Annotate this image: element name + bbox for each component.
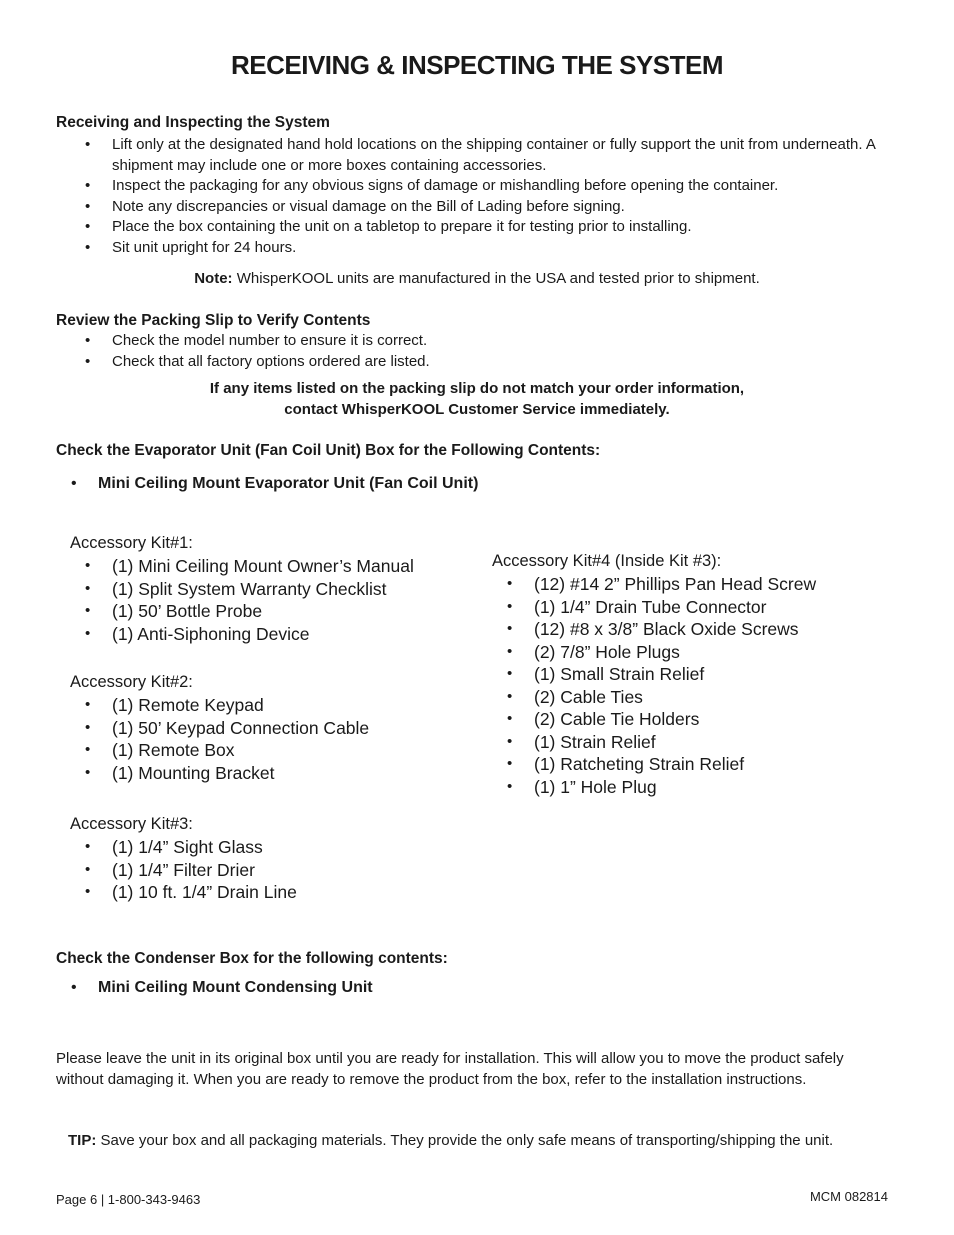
tip-label: TIP: bbox=[68, 1132, 97, 1149]
kit-1-list bbox=[70, 555, 490, 645]
kit-4-list bbox=[492, 573, 932, 798]
footer-doc-code: MCM 082814 bbox=[809, 1189, 888, 1204]
packing-slip-list bbox=[56, 331, 896, 372]
evaporator-main-item: • Mini Ceiling Mount Evaporator Unit (Fan Coil Unit) bbox=[71, 475, 479, 492]
list-item: • (1) 1” Hole Plug bbox=[492, 776, 932, 799]
section-heading: Review the Packing Slip to Verify Contents bbox=[56, 312, 371, 329]
section-heading: Check the Evaporator Unit (Fan Coil Unit) Box for the Following Contents: bbox=[56, 442, 601, 459]
list-item: • Check the model number to ensure it is correct. bbox=[56, 331, 896, 352]
receiving-list bbox=[56, 135, 896, 259]
list-item: • (1) Mounting Bracket bbox=[70, 762, 490, 785]
list-item: • (1) Remote Keypad bbox=[70, 694, 490, 717]
list-item: • Sit unit upright for 24 hours. bbox=[56, 238, 896, 259]
kit-title: Accessory Kit#4 (Inside Kit #3): bbox=[492, 552, 722, 570]
condenser-main-item: • Mini Ceiling Mount Condensing Unit bbox=[71, 979, 373, 996]
list-item: • (1) 1/4” Drain Tube Connector bbox=[492, 596, 932, 619]
list-item: • (1) 1/4” Filter Drier bbox=[70, 859, 490, 882]
kit-title: Accessory Kit#3: bbox=[70, 815, 193, 833]
warning-line: contact WhisperKOOL Customer Service immediately. bbox=[284, 401, 670, 418]
list-item: • (1) Anti-Siphoning Device bbox=[70, 623, 490, 646]
accessory-kit-3 bbox=[70, 815, 490, 904]
warning-line: If any items listed on the packing slip do not match your order information, bbox=[209, 380, 745, 397]
footer-page-info: Page 6 | 1-800-343-9463 bbox=[56, 1192, 201, 1207]
list-item: • (1) Mini Ceiling Mount Owner’s Manual bbox=[70, 555, 490, 578]
list-item: • (1) 50’ Bottle Probe bbox=[70, 600, 490, 623]
tip bbox=[68, 1131, 928, 1152]
list-item: • (2) 7/8” Hole Plugs bbox=[492, 641, 932, 664]
kit-title: Accessory Kit#2: bbox=[70, 673, 193, 691]
list-item: • (1) 50’ Keypad Connection Cable bbox=[70, 717, 490, 740]
list-item: • Check that all factory options ordered are listed. bbox=[56, 352, 896, 373]
note-label: Note: bbox=[194, 270, 233, 287]
list-item: • (12) #8 x 3/8” Black Oxide Screws bbox=[492, 618, 932, 641]
accessory-kit-1 bbox=[70, 534, 490, 645]
list-item: • Lift only at the designated hand hold locations on the shipping container or fully support the unit from underneath. A shipment may include one or more boxes containing accessories. bbox=[56, 135, 896, 176]
section-receiving bbox=[56, 114, 896, 259]
list-item: • (1) Split System Warranty Checklist bbox=[70, 578, 490, 601]
list-item: • (2) Cable Ties bbox=[492, 686, 932, 709]
list-item: • Note any discrepancies or visual damage on the Bill of Lading before signing. bbox=[56, 197, 896, 218]
section-heading: Check the Condenser Box for the following contents: bbox=[56, 950, 448, 967]
kit-2-list bbox=[70, 694, 490, 784]
accessory-kit-4 bbox=[492, 552, 932, 798]
kit-title: Accessory Kit#1: bbox=[70, 534, 193, 552]
list-item: • (1) Strain Relief bbox=[492, 731, 932, 754]
list-item: • (1) 10 ft. 1/4” Drain Line bbox=[70, 881, 490, 904]
section-packing-slip bbox=[56, 312, 896, 372]
page-title: RECEIVING & INSPECTING THE SYSTEM bbox=[230, 50, 723, 80]
tip-text: Save your box and all packaging materials. They provide the only safe means of transporting/shipping the unit. bbox=[96, 1132, 834, 1149]
kit-3-list bbox=[70, 836, 490, 904]
warning-note bbox=[0, 378, 954, 420]
list-item: • (12) #14 2” Phillips Pan Head Screw bbox=[492, 573, 932, 596]
list-item: • (1) Remote Box bbox=[70, 739, 490, 762]
list-item: • (1) 1/4” Sight Glass bbox=[70, 836, 490, 859]
list-item: • (1) Ratcheting Strain Relief bbox=[492, 753, 932, 776]
accessory-kit-2 bbox=[70, 673, 490, 784]
main-item-label: Mini Ceiling Mount Condensing Unit bbox=[98, 979, 373, 996]
list-item: • Inspect the packaging for any obvious signs of damage or mishandling before opening the container. bbox=[56, 176, 896, 197]
list-item: • (2) Cable Tie Holders bbox=[492, 708, 932, 731]
note-text: WhisperKOOL units are manufactured in the USA and tested prior to shipment. bbox=[232, 270, 760, 287]
list-item: • Place the box containing the unit on a tabletop to prepare it for testing prior to installing. bbox=[56, 217, 896, 238]
note bbox=[0, 268, 954, 289]
main-item-label: Mini Ceiling Mount Evaporator Unit (Fan Coil Unit) bbox=[98, 475, 479, 492]
section-heading: Receiving and Inspecting the System bbox=[56, 114, 330, 131]
list-item: • (1) Small Strain Relief bbox=[492, 663, 932, 686]
closing-paragraph: Please leave the unit in its original box until you are ready for installation. This will allow you to move the product safely without damaging it. When you are ready to remove the product from the box, refer to the installation instructions. bbox=[56, 1050, 844, 1088]
